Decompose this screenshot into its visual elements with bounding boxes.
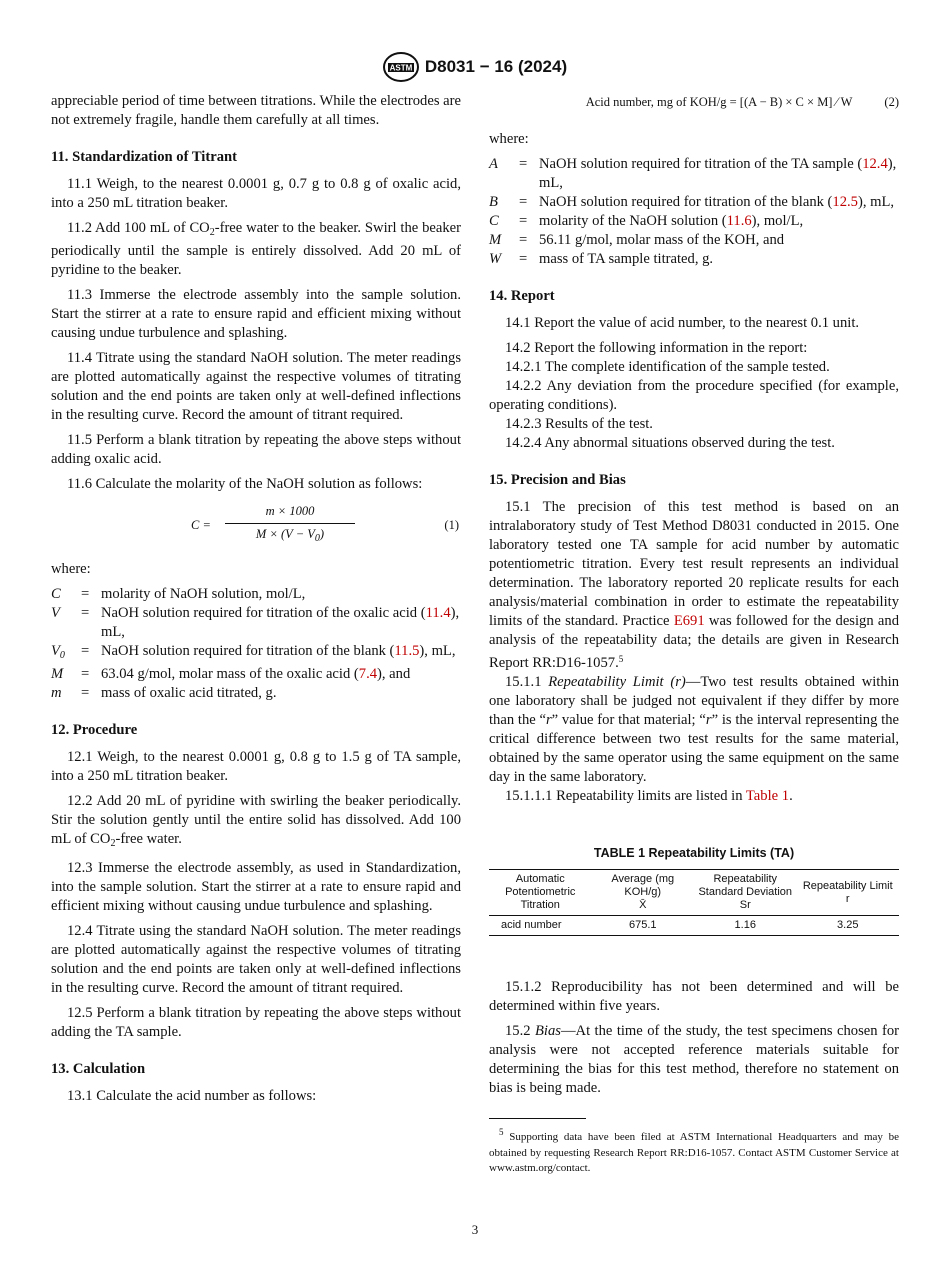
definition-item: M = 63.04 g/mol, molar mass of the oxalic acid (7.4), and — [51, 666, 411, 682]
paragraph-15-1: 15.1 The precision of this test method is based on an intralaboratory study of Test Method D8031 conducted in 2015. One laboratory tested one TA sample for acid number by automatic potentiometric titration. Every test result represents an individual determination. The laboratory reported 20 replicate results for each analysis/material combination in order to estimate the repeatability limits of the standard. Practice E691 was followed for the design and analysis of the repeatability data; the details are given in Research Report RR:D16-1057.$^5$ — [489, 499, 900, 671]
equation-1-fraction — [225, 502, 355, 548]
definition-list-1 — [51, 585, 461, 703]
definition-item: $V_0$ = NaOH solution required for titration of the blank (11.5), mL, — [51, 643, 456, 661]
paragraph-12-3: 12.3 Immerse the electrode assembly, as used in Standardization, into the sample solution. Start the stirrer at a rate to ensure rapid and efficient mixing without causing undue turbulence and splashing. — [51, 860, 461, 914]
section-link[interactable]: 12.4 — [862, 156, 888, 172]
paragraph-12-4: 12.4 Titrate using the standard NaOH solution. The meter readings are plotted automatically against the respective volumes of titrating solution and the end points are taken only at well-defined inflections in the resulting curve. Record the amount of titrant required. — [51, 923, 461, 996]
section-link[interactable]: 12.5 — [832, 194, 858, 210]
table-cell: 1.16 — [694, 916, 797, 936]
document-designation: D8031 − 16 (2024) — [424, 57, 568, 76]
equation-1-lhs: C = — [191, 518, 211, 532]
definition-item: A = NaOH solution required for titration of the TA sample (12.4), mL, — [489, 156, 897, 191]
equation-2: Acid number, mg of KOH/g = [(A − B) × C × M] ⁄ W (2) — [585, 95, 899, 109]
section-11-heading: 11. Standardization of Titrant — [51, 149, 237, 165]
paragraph-11-3: 11.3 Immerse the electrode assembly into the sample solution. Start the stirrer at a rate to ensure rapid and efficient mixing without causing undue turbulence and splashing. — [51, 287, 461, 341]
paragraph-11-2: 11.2 Add 100 mL of $CO_2$-free water to the beaker. Swirl the beaker periodically until the sample is entirely dissolved. Add 20 mL of pyridine to the beaker. — [51, 220, 461, 278]
paragraph-11-5: 11.5 Perform a blank titration by repeating the above steps without adding oxalic acid. — [51, 432, 461, 467]
paragraph-11-6: 11.6 Calculate the molarity of the NaOH solution as follows: — [67, 476, 423, 492]
definition-item: B = NaOH solution required for titration of the blank (12.5), mL, — [489, 194, 895, 210]
paragraph-15-1-1-1: 15.1.1.1 Repeatability limits are listed in Table 1. — [505, 788, 793, 804]
section-link[interactable]: 11.4 — [425, 605, 451, 621]
table-header-cell: Automatic Potentiometric Titration — [489, 870, 592, 916]
equation-1 — [51, 502, 461, 548]
equation-1-denominator: $M \times (V - V_0)$ — [255, 527, 325, 544]
section-13-heading: 13. Calculation — [51, 1061, 146, 1077]
equation-2-number: (2) — [884, 95, 899, 109]
section-14-heading: 14. Report — [489, 288, 555, 304]
paragraph-12-1: 12.1 Weigh, to the nearest 0.0001 g, 0.8 g to 1.5 g of TA sample, into a 250 mL titration beaker. — [51, 749, 461, 784]
paragraph-15-2: 15.2 Bias—At the time of the study, the test specimens chosen for analysis were not accepted reference materials suitable for determining the bias for this test method, therefore no statement on bias is being made. — [489, 1023, 899, 1096]
table-header-row — [489, 870, 899, 916]
section-12-heading: 12. Procedure — [51, 722, 138, 738]
table-row — [489, 916, 899, 936]
definition-list-2 — [489, 155, 899, 269]
table-caption: TABLE 1 Repeatability Limits (TA) — [593, 846, 795, 860]
section-link[interactable]: 11.5 — [394, 643, 420, 659]
paragraph-12-2: 12.2 Add 20 mL of pyridine with swirling the beaker periodically. Stir the solution gently until the entire solid has dissolved. Add 100 mL of $CO_2$-free water. — [51, 793, 461, 849]
table-link[interactable]: Table 1 — [745, 788, 790, 804]
page-number: 3 — [471, 1222, 479, 1237]
paragraph-11-1: 11.1 Weigh, to the nearest 0.0001 g, 0.7 g to 0.8 g of oxalic acid, into a 250 mL titration beaker. — [51, 176, 461, 211]
table-header-cell: Repeatability Standard Deviation Sr — [694, 870, 797, 916]
definition-item: W = mass of TA sample titrated, g. — [489, 251, 714, 267]
table-cell: acid number — [489, 916, 592, 936]
where-label-1: where: — [51, 561, 91, 577]
where-label-2: where: — [489, 131, 529, 147]
paragraph-14-2: 14.2 Report the following information in the report: — [505, 340, 808, 356]
paragraph-13-1: 13.1 Calculate the acid number as follows: — [67, 1088, 317, 1104]
page-header — [0, 52, 950, 82]
paragraph-14-2-4: 14.2.4 Any abnormal situations observed during the test. — [505, 435, 835, 451]
paragraph-continuation: appreciable period of time between titrations. While the electrodes are not extremely fragile, handle them carefully at all times. — [51, 93, 461, 128]
definition-item: V = NaOH solution required for titration of the oxalic acid (11.4), mL, — [51, 605, 460, 640]
table-cell: 675.1 — [592, 916, 695, 936]
definition-item: C = molarity of NaOH solution, mol/L, — [51, 586, 306, 602]
footnote-divider — [489, 1118, 586, 1119]
paragraph-12-5: 12.5 Perform a blank titration by repeating the above steps without adding the TA sample. — [51, 1005, 461, 1040]
practice-link[interactable]: E691 — [673, 613, 705, 629]
table-header-cell: Repeatability Limit r — [797, 870, 900, 916]
astm-logo-icon — [383, 52, 419, 82]
equation-1-numerator: m × 1000 — [225, 502, 355, 524]
paragraph-14-2-1: 14.2.1 The complete identification of the sample tested. — [505, 359, 830, 375]
paragraph-15-1-1: 15.1.1 Repeatability Limit (r)—Two test results obtained within one laboratory shall be judged not equivalent if they differ by more than the “r” value for that material; “r” is the interval representing the critical difference between two test results for the same material, obtained by the same operator using the same equipment on the same day in the same laboratory. — [489, 674, 900, 785]
footnote-5: $^5$ Supporting data have been filed at ASTM International Headquarters and may be obtained by requesting Research Report RR:D16-1057. Contact ASTM Customer Service at www.astm.org/contact. — [489, 1127, 899, 1174]
paragraph-14-2-3: 14.2.3 Results of the test. — [505, 416, 653, 432]
left-column — [51, 92, 461, 1112]
section-link[interactable]: 7.4 — [358, 666, 378, 682]
definition-item: M = 56.11 g/mol, molar mass of the KOH, and — [489, 232, 785, 248]
paragraph-15-1-2: 15.1.2 Reproducibility has not been determined and will be determined within five years. — [489, 979, 899, 1014]
definition-item: C = molarity of the NaOH solution (11.6), mol/L, — [489, 213, 804, 229]
svg-text:ASTM: ASTM — [389, 63, 413, 73]
paragraph-14-2-2: 14.2.2 Any deviation from the procedure specified (for example, operating conditions). — [489, 378, 899, 413]
table-header-cell: Average (mg KOH/g) X̄ — [592, 870, 695, 916]
right-column — [489, 92, 899, 1177]
paragraph-14-1: 14.1 Report the value of acid number, to the nearest 0.1 unit. — [505, 315, 860, 331]
equation-1-number: (1) — [444, 518, 459, 532]
repeatability-table — [489, 869, 899, 936]
definition-item: m = mass of oxalic acid titrated, g. — [51, 685, 277, 701]
section-link[interactable]: 11.6 — [726, 213, 752, 229]
paragraph-11-4: 11.4 Titrate using the standard NaOH solution. The meter readings are plotted automatically against the respective volumes of titrating solution and the end points are taken only at well-defined inflections in the resulting curve. Record the amount of titrant required. — [51, 350, 461, 423]
section-15-heading: 15. Precision and Bias — [489, 472, 626, 488]
table-cell: 3.25 — [797, 916, 900, 936]
